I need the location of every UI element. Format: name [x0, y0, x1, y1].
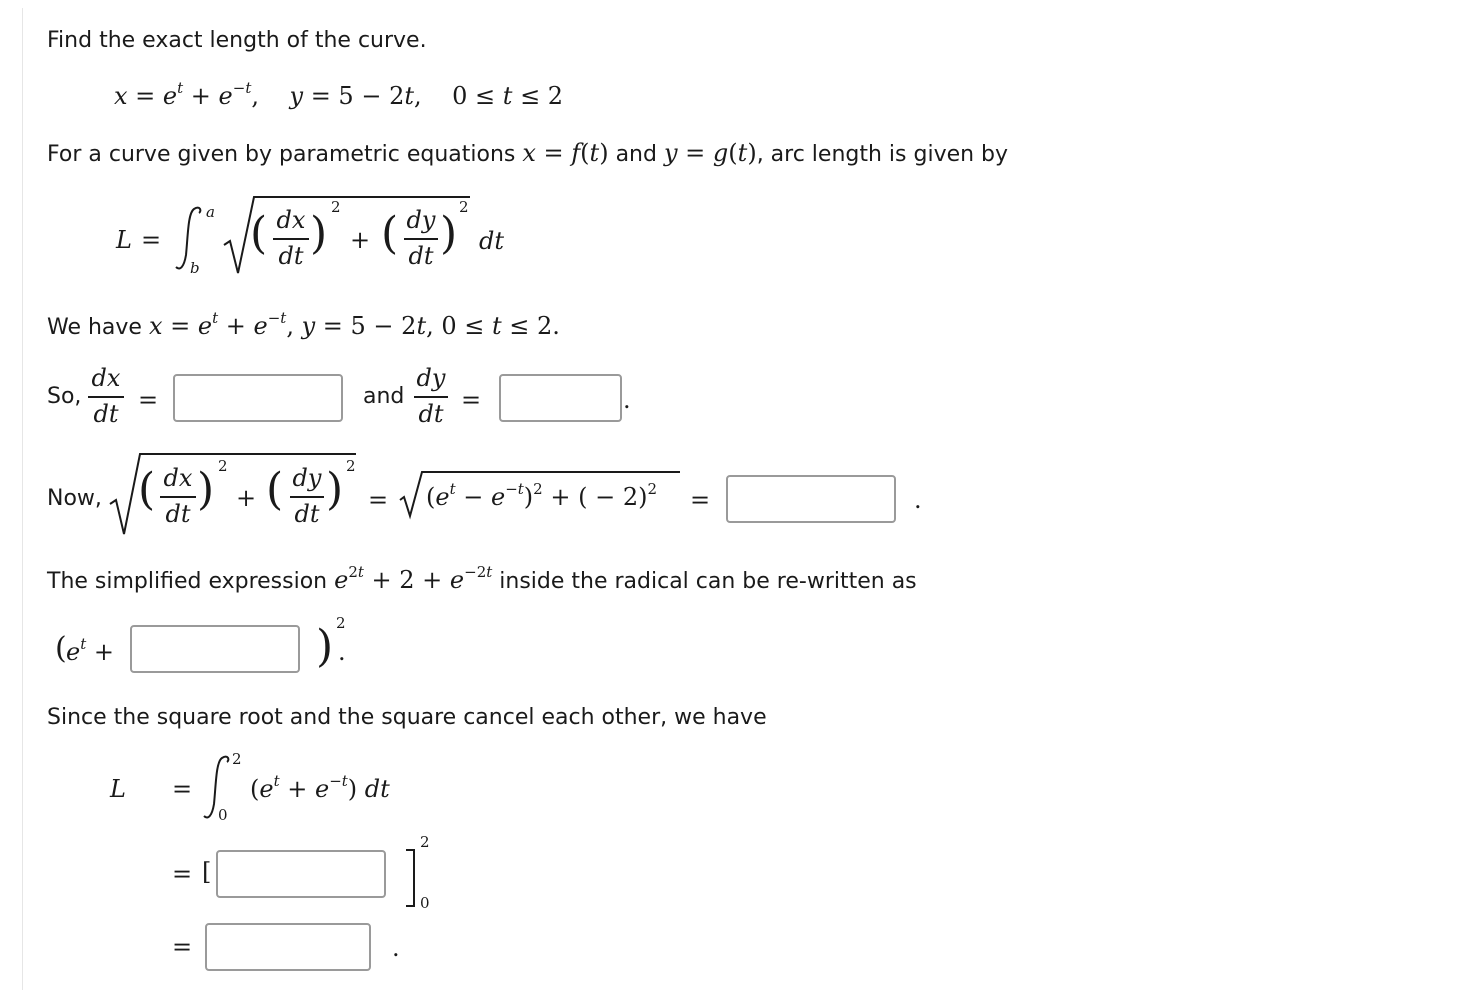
arc-length-intro: For a curve given by parametric equations x = f(t) and y = g(t), arc length is given by: [47, 139, 1009, 167]
simplified-line: The simplified expression $e^{2t} + 2 + e^{-2t}$ inside the radical can be re-written as: [47, 563, 917, 594]
bracket-close: [404, 848, 416, 908]
we-have-line: We have $x = e^t + e^{-t}$, y = 5 − 2t, 0 ≤ t ≤ 2.: [47, 309, 560, 340]
exponent-2-a: 2: [331, 198, 341, 216]
final-equals-2: =: [172, 860, 193, 888]
rewrite-term-input[interactable]: [130, 625, 300, 673]
now-paren-open-1: (: [138, 464, 156, 515]
problem-equations: $x = e^t + e^{-t}$, y = 5 − 2t, 0 ≤ t ≤ 2: [114, 79, 564, 110]
so-period: .: [623, 386, 631, 414]
now-equals-2: =: [690, 486, 711, 514]
now-period: .: [914, 486, 922, 514]
paren-open-1: (: [250, 208, 268, 259]
formula-dt: dt: [479, 227, 505, 255]
rewrite-e-t: $e^t$ +: [66, 635, 114, 666]
exponent-2-b: 2: [459, 198, 469, 216]
bracket-open: [: [202, 858, 212, 886]
upper-limit-a: a: [206, 203, 215, 221]
rewrite-paren-open: (: [55, 631, 67, 666]
left-border: [22, 8, 23, 990]
final-upper-limit: 2: [232, 750, 242, 768]
arc-intro-pre: For a curve given by parametric equations: [47, 142, 516, 167]
now-paren-open-2: (: [266, 464, 284, 515]
fraction-dydt: dy dt: [404, 208, 438, 268]
so-equals-2: =: [461, 386, 482, 414]
plus-sign: +: [350, 226, 371, 254]
since-text: Since the square root and the square cancel each other, we have: [47, 705, 767, 730]
now-paren-close-2: ): [326, 464, 344, 515]
final-equals-3: =: [172, 933, 193, 961]
so-fraction-dydt: dy dt: [414, 366, 448, 426]
now-paren-close-1: ): [197, 464, 215, 515]
now-exponent-2-a: 2: [218, 457, 228, 475]
simplified-post: inside the radical can be re-written as: [499, 569, 917, 594]
and-label: and: [363, 384, 405, 409]
dxdt-input[interactable]: [173, 374, 343, 422]
final-integrand: $(e^t + e^{-t})$ dt: [250, 772, 390, 803]
rewrite-period: .: [338, 638, 346, 666]
fraction-dxdt: dx dt: [273, 208, 309, 268]
now-fraction-dydt: dy dt: [290, 466, 324, 526]
eval-lower-limit: 0: [420, 894, 430, 912]
final-equals-1: =: [172, 775, 193, 803]
problem-prompt: Find the exact length of the curve.: [47, 28, 427, 53]
so-equals-1: =: [138, 386, 159, 414]
formula-equals: =: [141, 226, 162, 254]
final-lower-limit: 0: [218, 806, 228, 824]
lower-limit-b: b: [190, 259, 200, 277]
now-plus: +: [236, 484, 257, 512]
final-period: .: [392, 934, 400, 962]
antiderivative-input[interactable]: [216, 850, 386, 898]
paren-open-2: (: [381, 208, 399, 259]
now-equals-1: =: [368, 486, 389, 514]
formula-L: L: [116, 226, 132, 254]
now-fraction-dxdt: dx dt: [160, 466, 196, 526]
so-fraction-dxdt: dx dt: [88, 366, 124, 426]
rewrite-paren-close: ): [316, 621, 334, 672]
now-label: Now,: [47, 486, 102, 511]
expanded-expression: $(e^t - e^{-t})^2$ + ( − 2)$^2$: [426, 480, 657, 511]
we-have-label: We have: [47, 315, 142, 340]
paren-close-2: ): [440, 208, 458, 259]
paren-close-1: ): [310, 208, 328, 259]
dydt-input[interactable]: [499, 374, 622, 422]
arc-intro-post: , arc length is given by: [756, 142, 1009, 167]
now-exponent-2-b: 2: [346, 457, 356, 475]
rewrite-exponent-2: 2: [336, 614, 346, 632]
arc-intro-and: and: [615, 142, 657, 167]
final-answer-input[interactable]: [205, 923, 371, 971]
simplified-pre: The simplified expression: [47, 569, 328, 594]
eval-upper-limit: 2: [420, 833, 430, 851]
so-label: So,: [47, 384, 82, 409]
final-L: L: [110, 775, 126, 803]
radical-value-input[interactable]: [726, 475, 896, 523]
